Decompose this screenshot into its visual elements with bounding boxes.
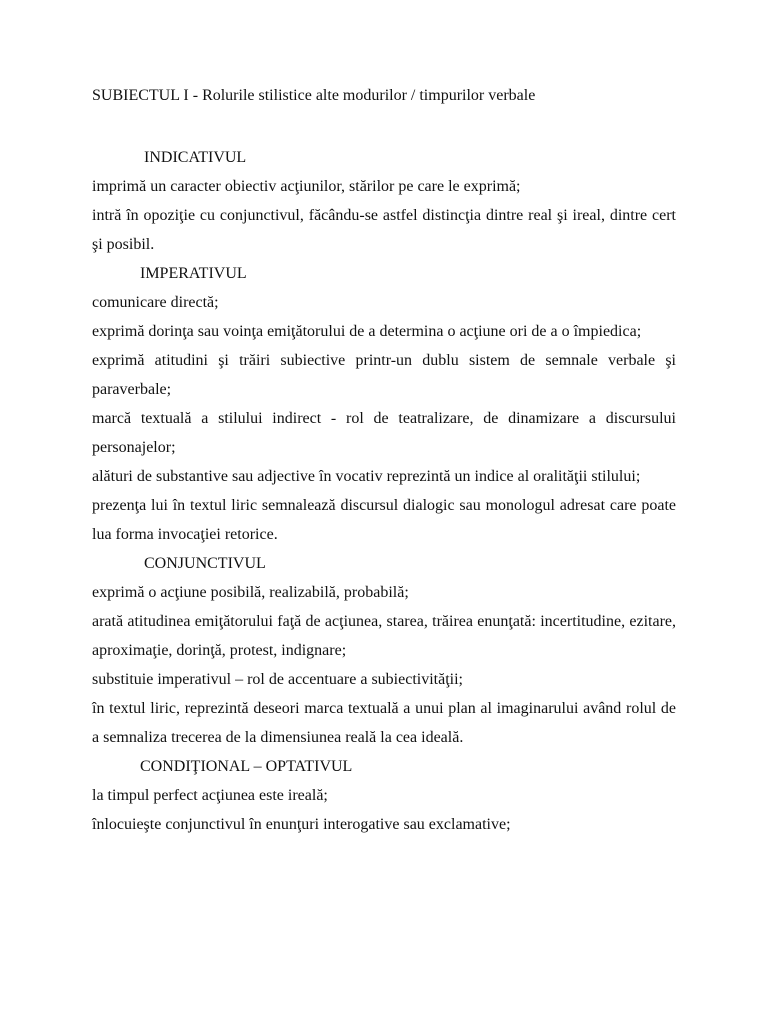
paragraph: substituie imperativul – rol de accentuare a subiectivităţii; [92,671,463,688]
paragraph: la timpul perfect acţiunea este ireală; [92,787,328,804]
paragraph: imprimă un caracter obiectiv acţiunilor, stărilor pe care le exprimă; [92,178,521,195]
section-imperativ [92,259,676,549]
section-conjunctiv [92,549,676,752]
paragraph: exprimă atitudini şi trăiri subiective printr-un dublu sistem de semnale verbale şi paraverbale; [92,352,676,398]
section-indicativ [92,143,676,259]
paragraph: comunicare directă; [92,294,219,311]
paragraph: în textul liric, reprezintă deseori marca textuală a unui plan al imaginarului având rolul de a semnaliza trecerea de la dimensiunea reală la cea ideală. [92,700,676,746]
paragraph: intră în opoziţie cu conjunctivul, făcându-se astfel distincţia dintre real şi ireal, dintre cert şi posibil. [92,207,676,253]
paragraph: marcă textuală a stilului indirect - rol de teatralizare, de dinamizare a discursului personajelor; [92,410,676,456]
section-heading: INDICATIVUL [144,149,247,166]
paragraph: alături de substantive sau adjective în vocativ reprezintă un indice al oralităţii stilului; [92,468,641,485]
page-title: SUBIECTUL I - Rolurile stilistice alte modurilor / timpurilor verbale [92,87,536,104]
section-conditional-optativ [92,752,676,839]
paragraph: exprimă o acţiune posibilă, realizabilă, probabilă; [92,584,409,601]
paragraph: înlocuieşte conjunctivul în enunţuri interogative sau exclamative; [92,816,511,833]
section-heading: CONDIŢIONAL – OPTATIVUL [140,758,353,775]
paragraph: arată atitudinea emiţătorului faţă de acţiunea, starea, trăirea enunţată: incertitudine, ezitare, aproximaţie, dorinţă, protest, indignare; [92,613,676,659]
section-heading: IMPERATIVUL [140,265,247,282]
paragraph: prezenţa lui în textul liric semnalează discursul dialogic sau monologul adresat care poate lua forma invocaţiei retorice. [92,497,676,543]
paragraph: exprimă dorinţa sau voinţa emiţătorului de a determina o acţiune ori de a o împiedica; [92,323,642,340]
section-heading: CONJUNCTIVUL [144,555,266,572]
document-body [92,143,676,839]
